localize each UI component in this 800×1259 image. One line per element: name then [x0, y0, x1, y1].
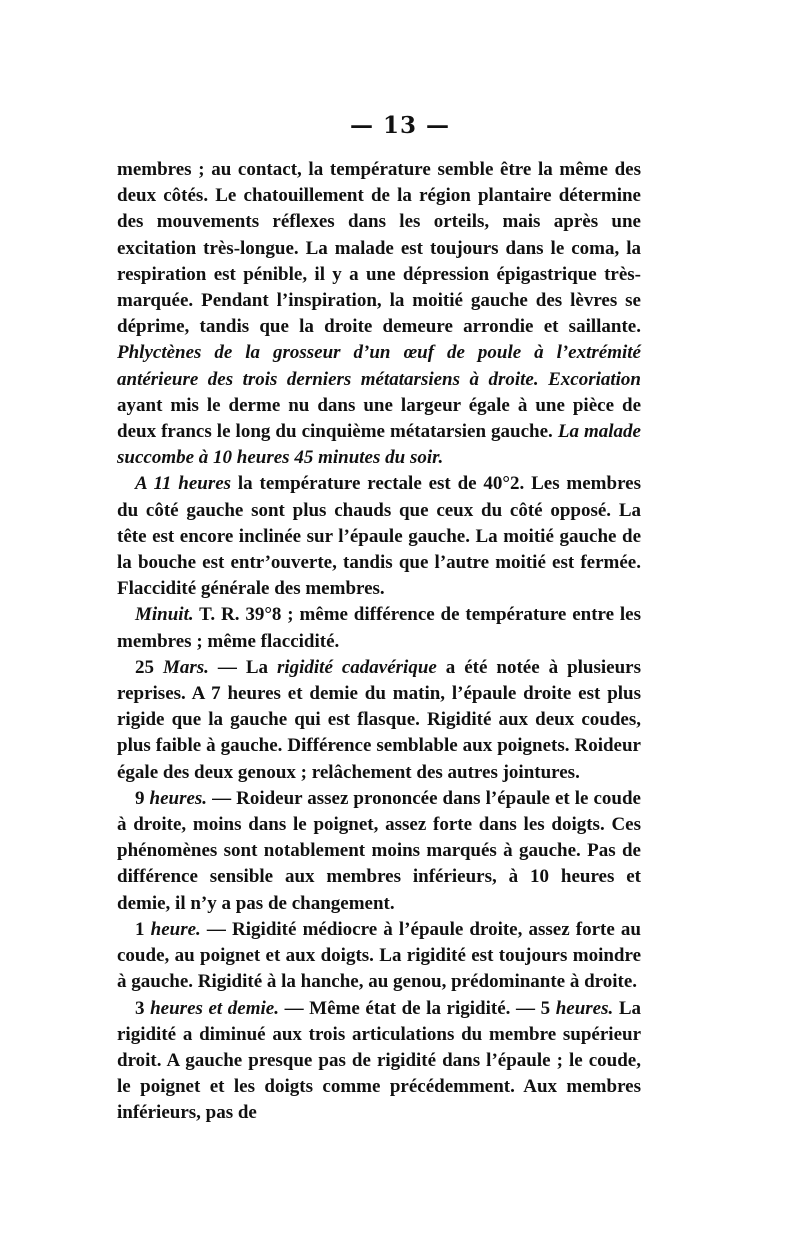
italic-text: Minuit.: [135, 604, 194, 626]
italic-text: rigidité cadavérique: [276, 656, 437, 678]
italic-text: heures et demie.: [150, 997, 279, 1019]
text-run: La rigidité a diminué aux trois articulations du membre supérieur droit. A gauche presque pas de rigidité dans l’épaule ; le coude, le poignet et les doigts comme précédemment. Aux membres inférieurs, pas de: [117, 997, 642, 1124]
paragraph: [117, 996, 641, 1127]
italic-text: heures.: [149, 787, 208, 809]
paragraph: [117, 602, 641, 654]
text-run: 25: [135, 656, 163, 678]
text-run: 1: [135, 918, 151, 940]
text-run: — Roideur assez prononcée dans l’épaule et le coude à droite, moins dans le poignet, assez forte dans les doigts. Ces phénomènes sont notablement moins marqués à gauche. Pas de différence sensible aux membres inférieurs, à 10 heures et demie, il n’y a pas de changement.: [117, 787, 641, 914]
text-run: — La: [208, 656, 277, 678]
text-run: membres ; au contact, la température semble être la même des deux côtés. Le chatouillement de la région plantaire détermine des mouvements réflexes dans les orteils, mais après une excitation très-longue. La malade est toujours dans le coma, la respiration est pénible, il y a une dépression épigastrique très-marquée. Pendant l’inspiration, la moitié gauche des lèvres se déprime, tandis que la droite demeure arrondie et saillante.: [117, 159, 641, 338]
italic-text: heures: [178, 473, 232, 495]
paragraph: [117, 655, 641, 786]
text-run: — Même état de la rigidité. — 5: [278, 997, 556, 1019]
italic-text: Phlyctènes de la grosseur d’un œuf de poule à l’extrémité antérieure des trois derniers métatarsiens à droite. Excoriation: [117, 342, 641, 390]
italic-text: heure.: [150, 918, 201, 940]
italic-text: Mars.: [162, 656, 209, 678]
paragraph: [117, 157, 641, 471]
text-run: 3: [135, 997, 151, 1019]
text-run: a été notée à plusieurs reprises. A 7 heures et demie du matin, l’épaule droite est plus rigide que la gauche qui est flasque. Rigidité aux deux coudes, plus faible à gauche. Différence semblable aux poignets. Roideur égale des deux genoux ; relâchement des autres jointures.: [117, 656, 641, 783]
paragraph: [117, 917, 641, 996]
body-text: [117, 157, 641, 1127]
italic-text: A 11: [135, 473, 179, 495]
text-run: — Rigidité médiocre à l’épaule droite, assez forte au coude, au poignet et aux doigts. La rigidité est toujours moindre à gauche. Rigidité à la hanche, au genou, prédominante à droite.: [117, 918, 641, 993]
text-run: ayant mis le derme nu dans une largeur égale à une pièce de deux francs le long du cinquième métatarsien gauche.: [117, 394, 641, 443]
italic-text: La malade succombe à 10 heures 45 minutes du soir.: [117, 421, 641, 469]
page-number: — 13 —: [349, 112, 451, 139]
text-run: la température rectale est de 40°2. Les membres du côté gauche sont plus chauds que ceux du côté opposé. La tête est encore inclinée sur l’épaule gauche. La moitié gauche de la bouche est entr’ouverte, tandis que l’autre moitié est fermée. Flaccidité générale des membres.: [117, 473, 641, 600]
paragraph: [117, 786, 641, 917]
text-run: T. R. 39°8 ; même différence de température entre les membres ; même flaccidité.: [117, 604, 641, 652]
text-run: 9: [135, 787, 150, 809]
paragraph: [117, 471, 641, 602]
italic-text: heures.: [555, 997, 614, 1019]
